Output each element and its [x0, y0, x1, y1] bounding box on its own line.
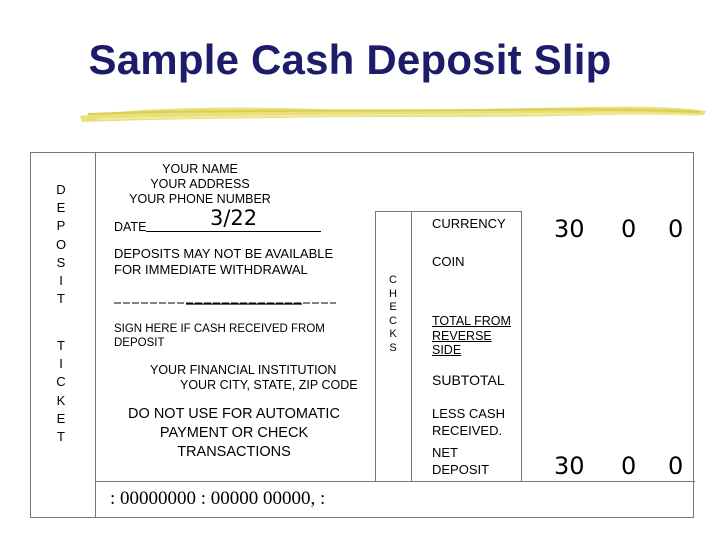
availability-notice [114, 246, 333, 278]
divider [375, 211, 376, 481]
letter: K [389, 328, 397, 340]
total-reverse-line: TOTAL FROM [432, 314, 511, 328]
letter: I [59, 356, 63, 372]
divider [95, 481, 695, 482]
letter: E [389, 301, 397, 313]
currency-dollars: 30 [554, 215, 585, 243]
name-line: YOUR NAME [162, 162, 238, 176]
institution-block [150, 363, 358, 393]
letter: T [57, 338, 65, 353]
address-line: YOUR ADDRESS [150, 177, 250, 191]
letter: C [389, 314, 397, 327]
divider [95, 153, 96, 517]
letter: S [389, 341, 397, 354]
brush-underline [78, 100, 708, 126]
page-title: Sample Cash Deposit Slip [88, 36, 612, 83]
letter: P [56, 218, 66, 234]
letter: T [57, 429, 65, 445]
divider [375, 211, 521, 212]
total-reverse-line: REVERSE [432, 328, 492, 343]
phone-line: YOUR PHONE NUMBER [129, 192, 271, 206]
total-from-reverse [432, 314, 511, 358]
letter: T [57, 291, 65, 307]
micr-line: : 00000000 : 00000 00000, : [110, 488, 326, 509]
automatic-note-line: TRANSACTIONS [177, 444, 291, 460]
letter: C [56, 374, 66, 390]
less-cash-label [432, 405, 505, 439]
signature-note-line: DEPOSIT [114, 337, 165, 349]
name-block [120, 162, 280, 207]
date-line [146, 231, 321, 232]
automatic-note-line: PAYMENT OR CHECK [159, 425, 309, 441]
subtotal-label: SUBTOTAL [432, 372, 505, 388]
net-dollars: 30 [554, 452, 585, 480]
less-cash-line: LESS CASH [432, 406, 505, 421]
net-cents-2: 0 [668, 452, 684, 480]
date-label: DATE [114, 220, 147, 234]
net-cents-1: 0 [621, 452, 637, 480]
divider [411, 211, 412, 481]
signature-note-line: SIGN HERE IF CASH RECEIVED FROM [114, 323, 325, 335]
signature-line [114, 297, 336, 307]
automatic-note [114, 405, 354, 462]
divider [521, 211, 522, 481]
side-label-ticket [54, 338, 68, 444]
institution-name: YOUR FINANCIAL INSTITUTION [150, 363, 337, 377]
notice-line: DEPOSITS MAY NOT BE AVAILABLE [114, 246, 334, 261]
side-label-deposit [54, 182, 68, 306]
letter: I [59, 273, 63, 289]
notice-line: FOR IMMEDIATE WITHDRAWAL [114, 262, 308, 277]
letter: O [55, 236, 67, 252]
letter: E [56, 200, 66, 216]
coin-label: COIN [432, 254, 465, 269]
less-cash-line: RECEIVED. [432, 423, 503, 438]
institution-address: YOUR CITY, STATE, ZIP CODE [180, 378, 358, 392]
checks-label [386, 274, 400, 355]
date-value: 3/22 [210, 206, 258, 230]
letter: K [56, 392, 66, 408]
currency-label: CURRENCY [432, 216, 506, 231]
signature-note [114, 322, 325, 350]
letter: S [56, 254, 66, 270]
net-deposit-line: DEPOSIT [432, 462, 490, 477]
letter: E [56, 410, 66, 426]
currency-cents-2: 0 [668, 215, 684, 243]
letter: C [389, 274, 397, 286]
net-deposit-line: NET [432, 445, 458, 460]
currency-cents-1: 0 [621, 215, 637, 243]
net-deposit-label [432, 444, 489, 478]
total-reverse-line: SIDE [432, 343, 462, 357]
letter: H [389, 287, 397, 300]
letter: D [56, 182, 66, 197]
automatic-note-line: DO NOT USE FOR AUTOMATIC [128, 406, 340, 422]
